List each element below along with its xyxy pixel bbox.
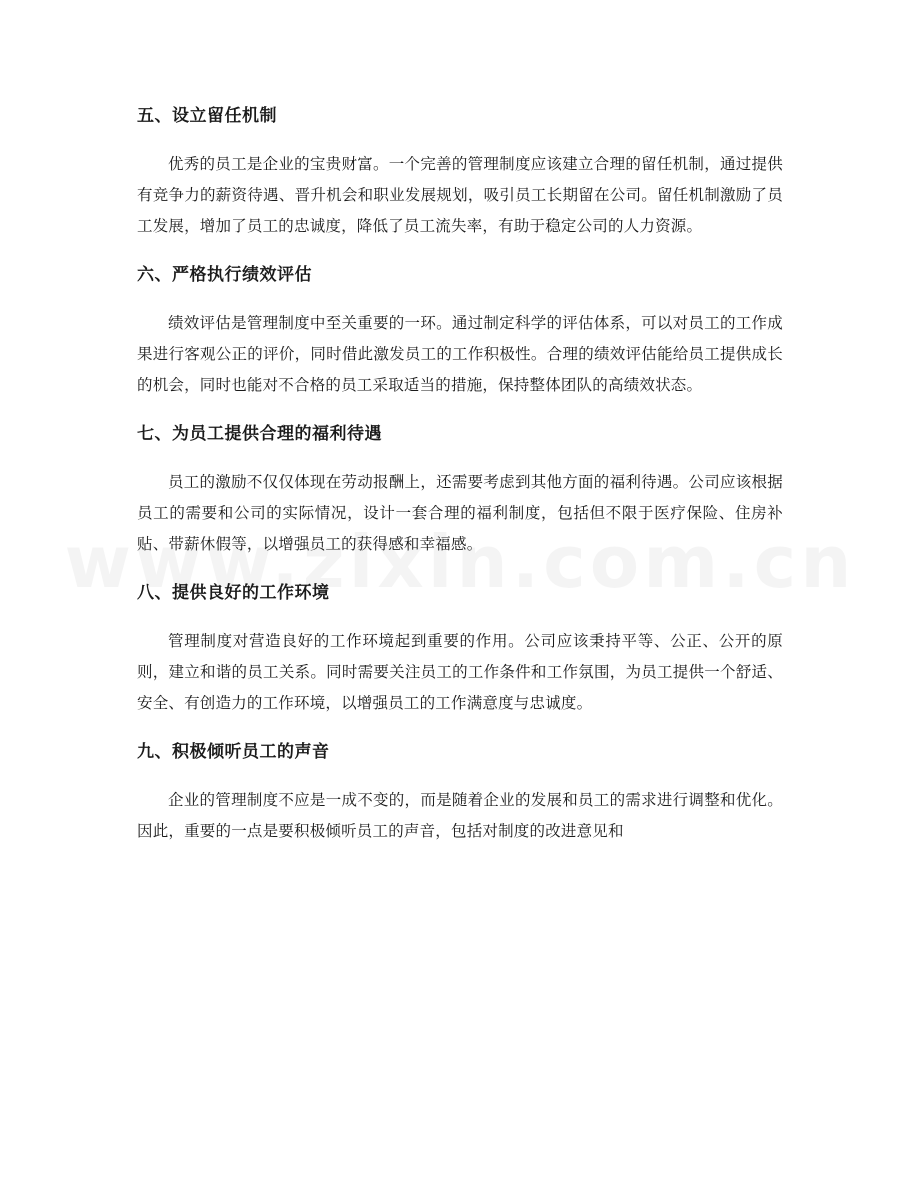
section-6	[137, 263, 783, 401]
section-paragraph: 管理制度对营造良好的工作环境起到重要的作用。公司应该秉持平等、公正、公开的原则，建立和谐的员工关系。同时需要关注员工的工作条件和工作氛围，为员工提供一个舒适、安全、有创造力的工作环境，以增强员工的工作满意度与忠诚度。	[137, 632, 783, 712]
section-9	[137, 740, 783, 847]
document-content	[137, 104, 783, 868]
section-5	[137, 104, 783, 242]
section-paragraph: 优秀的员工是企业的宝贵财富。一个完善的管理制度应该建立合理的留任机制，通过提供有竞争力的薪资待遇、晋升机会和职业发展规划，吸引员工长期留在公司。留任机制激励了员工发展，增加了员工的忠诚度，降低了员工流失率，有助于稳定公司的人力资源。	[137, 155, 783, 235]
section-title: 七、为员工提供合理的福利待遇	[137, 424, 382, 444]
section-title: 六、严格执行绩效评估	[137, 265, 312, 285]
section-title: 九、积极倾听员工的声音	[137, 742, 330, 762]
section-title: 八、提供良好的工作环境	[137, 583, 330, 603]
section-8	[137, 581, 783, 719]
section-paragraph: 企业的管理制度不应是一成不变的，而是随着企业的发展和员工的需求进行调整和优化。因此，重要的一点是要积极倾听员工的声音，包括对制度的改进意见和	[137, 791, 783, 840]
section-7	[137, 422, 783, 560]
section-paragraph: 员工的激励不仅仅体现在劳动报酬上，还需要考虑到其他方面的福利待遇。公司应该根据员工的需要和公司的实际情况，设计一套合理的福利制度，包括但不限于医疗保险、住房补贴、带薪休假等，以增强员工的获得感和幸福感。	[137, 473, 783, 553]
section-paragraph: 绩效评估是管理制度中至关重要的一环。通过制定科学的评估体系，可以对员工的工作成果进行客观公正的评价，同时借此激发员工的工作积极性。合理的绩效评估能给员工提供成长的机会，同时也能对不合格的员工采取适当的措施，保持整体团队的高绩效状态。	[137, 314, 783, 394]
section-title: 五、设立留任机制	[137, 106, 277, 126]
